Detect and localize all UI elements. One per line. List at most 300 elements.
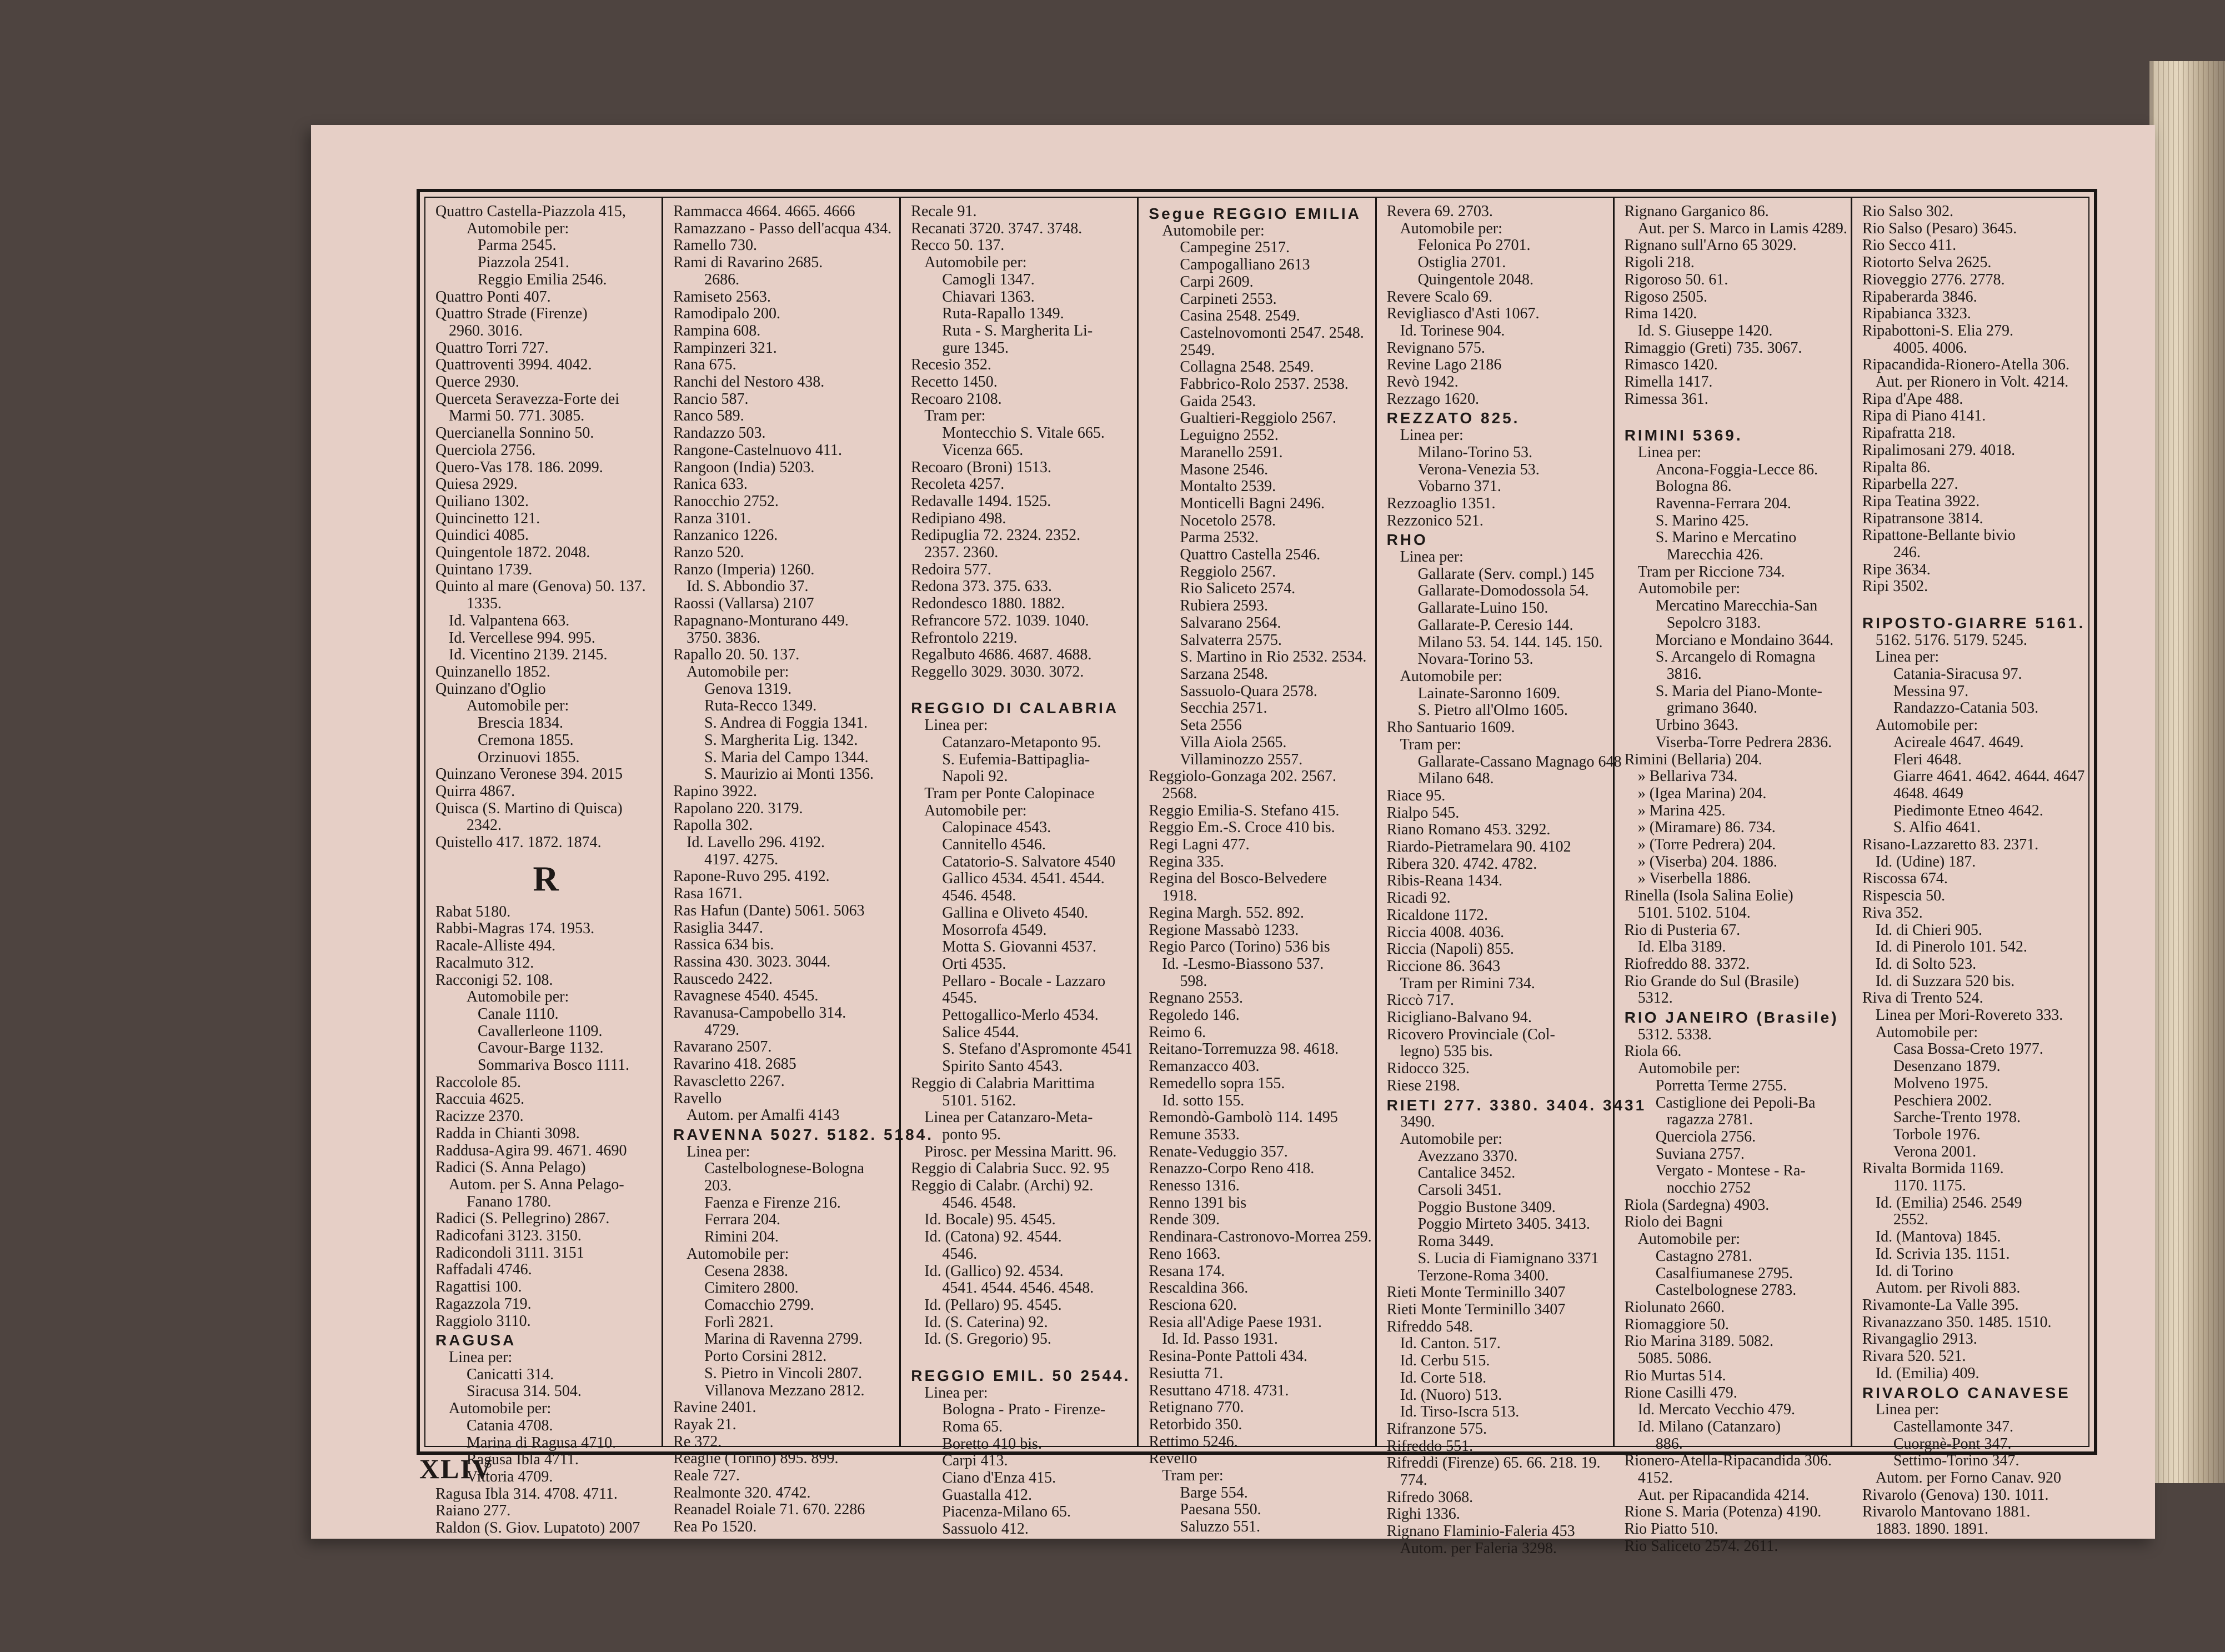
index-entry: Regina 335.	[1149, 853, 1224, 870]
index-entry: » (Torre Pedrera) 204.	[1637, 836, 1776, 854]
index-entry	[911, 1348, 1131, 1365]
index-entry: Gallarate (Serv. compl.) 145	[1417, 565, 1595, 583]
index-entry: Reimo 6.	[1149, 1023, 1206, 1041]
index-entry: S. Marino 425.	[1655, 512, 1749, 529]
index-entry: Rea Po 1520.	[673, 1518, 757, 1536]
index-entry: Comacchio 2799.	[704, 1296, 814, 1314]
index-entry: Rami di Ravarino 2685.	[673, 254, 823, 272]
index-entry: Id. Corte 518.	[1400, 1369, 1487, 1386]
index-entry: Ragusa Ibla 4711.	[467, 1451, 579, 1469]
index-entry: Catanzaro-Metaponto 95.	[942, 733, 1101, 751]
index-entry: Montecchio S. Vitale 665.	[942, 424, 1105, 442]
index-entry: Carpineti 2553.	[1180, 290, 1277, 308]
index-column-6	[1615, 198, 1852, 1555]
index-entry: Reggiolo 2567.	[1180, 563, 1276, 580]
index-entry: Ridocco 325.	[1386, 1060, 1470, 1078]
index-entry: Quistello 417. 1872. 1874.	[435, 834, 602, 852]
index-entry: Riolo dei Bagni	[1624, 1213, 1723, 1231]
index-entry: Redipiano 498.	[911, 509, 1006, 527]
index-entry: Catania-Siracusa 97.	[1893, 665, 2022, 683]
index-entry: Chiavari 1363.	[942, 288, 1035, 306]
index-entry: 2686.	[704, 271, 740, 288]
index-entry: Rammacca 4664. 4665. 4666	[673, 203, 855, 220]
index-entry: Ramello 730.	[673, 237, 758, 254]
index-entry: Redona 373. 375. 633.	[911, 578, 1052, 595]
index-entry: Automobile per:	[1875, 717, 1978, 734]
index-entry: 5085. 5086.	[1637, 1350, 1712, 1368]
index-entry: Rettimo 5246.	[1149, 1433, 1238, 1450]
index-entry: Salvarano 2564.	[1180, 614, 1281, 632]
index-entry: 2568.	[1162, 784, 1197, 802]
index-entry: Riva di Trento 524.	[1862, 989, 1983, 1007]
index-entry: Settimo-Torino 347.	[1893, 1452, 2019, 1470]
index-entry: Querciola 2756.	[1655, 1128, 1756, 1145]
index-entry: Seta 2556	[1180, 717, 1242, 734]
index-entry: 4648. 4649	[1893, 784, 1963, 802]
index-entry: 598.	[1180, 972, 1207, 990]
index-entry: Calopinace 4543.	[942, 819, 1051, 837]
index-entry: Automobile per:	[1637, 1230, 1740, 1248]
index-entry: Regina del Bosco-Belvedere	[1149, 870, 1327, 888]
index-entry: Rende 309.	[1149, 1211, 1220, 1229]
index-entry: Quisca (S. Martino di Quisca)	[435, 799, 623, 817]
index-entry: Cantalice 3452.	[1417, 1164, 1516, 1182]
index-entry: Rionero-Atella-Ripacandida 306.	[1624, 1452, 1832, 1470]
index-entry: Ranza 3101.	[673, 509, 751, 527]
index-entry: Rayak 21.	[673, 1415, 736, 1433]
index-entry: Renesso 1316.	[1149, 1177, 1240, 1195]
index-entry: Campogalliano 2613	[1180, 256, 1310, 274]
index-column-3	[901, 198, 1139, 1538]
index-entry: Reitano-Torremuzza 98. 4618.	[1149, 1040, 1339, 1058]
index-entry: Redavalle 1494. 1525.	[911, 492, 1051, 510]
index-entry: 774.	[1400, 1471, 1427, 1489]
index-entry: Redondesco 1880. 1882.	[911, 595, 1065, 613]
index-entry: Ripacandida-Rionero-Atella 306.	[1862, 356, 2070, 374]
index-entry: Id. di Chieri 905.	[1875, 921, 1982, 939]
index-entry: Id. Cerbu 515.	[1400, 1352, 1490, 1370]
index-entry: Remune 3533.	[1149, 1125, 1240, 1143]
index-entry: Rieti Monte Terminillo 3407	[1386, 1301, 1566, 1318]
index-entry: Rivamonte-La Valle 395.	[1862, 1296, 2019, 1314]
index-entry: Rivalta Bormida 1169.	[1862, 1160, 2004, 1178]
index-entry: Quiliano 1302.	[435, 492, 529, 510]
index-entry: Quingentole 2048.	[1417, 271, 1534, 288]
index-entry: Rione Casilli 479.	[1624, 1384, 1737, 1401]
section-heading: RHO	[1386, 531, 1428, 549]
index-entry: Ranco 589.	[673, 407, 744, 425]
index-entry: 5312.	[1637, 989, 1673, 1007]
index-entry: Urbino 3643.	[1655, 717, 1739, 734]
index-entry: Terzone-Roma 3400.	[1417, 1266, 1549, 1284]
index-entry: Rio Grande do Sul (Brasile)	[1624, 972, 1799, 990]
index-entry: Mosorrofa 4549.	[942, 921, 1047, 939]
index-entry: Linea per:	[1875, 648, 1940, 666]
index-entry: Aut. per Rionero in Volt. 4214.	[1875, 373, 2069, 391]
index-entry: Recoaro 2108.	[911, 390, 1002, 408]
index-entry: 3816.	[1666, 665, 1702, 683]
index-entry: Rimini (Bellaria) 204.	[1624, 750, 1762, 768]
index-entry: Recco 50. 137.	[911, 237, 1005, 254]
index-entry: Resana 174.	[1149, 1262, 1225, 1280]
index-entry: Collagna 2548. 2549.	[1180, 358, 1314, 376]
index-entry: Id. Torinese 904.	[1400, 322, 1505, 339]
index-entry: Siracusa 314. 504.	[467, 1383, 582, 1400]
index-entry: Quindici 4085.	[435, 527, 529, 544]
index-entry: Quingentole 1872. 2048.	[435, 544, 590, 562]
index-entry: Id. Milano (Catanzaro)	[1637, 1418, 1781, 1435]
section-heading: RAGUSA	[435, 1331, 517, 1349]
index-entry: ponto 95.	[942, 1125, 1001, 1143]
index-entry: » Viserbella 1886.	[1637, 870, 1751, 888]
index-entry: Marmi 50. 771. 3085.	[449, 407, 585, 425]
index-entry: Rio Murtas 514.	[1624, 1366, 1726, 1384]
index-entry: S. Andrea di Foggia 1341.	[704, 714, 868, 732]
index-entry: Automobile per:	[467, 697, 569, 715]
index-entry: Quattro Strade (Firenze)	[435, 305, 588, 323]
index-entry: Ranchi del Nestoro 438.	[673, 373, 825, 391]
index-entry: Rignano Flaminio-Faleria 453	[1386, 1523, 1575, 1540]
index-entry: Vittoria 4709.	[467, 1468, 553, 1485]
index-entry: S. Arcangelo di Romagna	[1655, 648, 1816, 666]
index-entry: Reggio di Calabria Succ. 92. 95	[911, 1160, 1110, 1178]
index-entry: Rioveggio 2776. 2778.	[1862, 271, 2005, 288]
index-entry: 2960. 3016.	[449, 322, 523, 339]
index-entry: Marecchia 426.	[1666, 546, 1763, 564]
index-entry: Fleri 4648.	[1893, 750, 1962, 768]
index-entry: Id. Scrivia 135. 1151.	[1875, 1245, 2010, 1263]
index-entry: 246.	[1893, 544, 1921, 562]
index-entry: Id. S. Abbondio 37.	[686, 578, 809, 595]
index-entry: Gallico 4534. 4541. 4544.	[942, 870, 1105, 888]
index-entry: Milano 53. 54. 144. 145. 150.	[1417, 633, 1603, 651]
index-entry: Monticelli Bagni 2496.	[1180, 494, 1325, 512]
index-entry: Acireale 4647. 4649.	[1893, 733, 2024, 751]
index-entry: Radicofani 3123. 3150.	[435, 1227, 582, 1245]
index-entry: S. Pietro in Vincoli 2807.	[704, 1364, 863, 1382]
index-entry: 4005. 4006.	[1893, 339, 1967, 357]
index-entry: Riace 95.	[1386, 787, 1446, 804]
index-entry: Id. Valpantena 663.	[449, 612, 570, 629]
index-entry: Ciano d'Enza 415.	[942, 1469, 1056, 1487]
index-entry: Ranzanico 1226.	[673, 527, 778, 544]
index-entry: Sassuolo 412.	[942, 1520, 1029, 1538]
index-entry: Id. (Pellaro) 95. 4545.	[924, 1296, 1062, 1314]
index-entry: Automobile per:	[467, 219, 569, 237]
index-entry: Avezzano 3370.	[1417, 1147, 1518, 1165]
index-entry: 203.	[704, 1177, 732, 1195]
index-entry: Masone 2546.	[1180, 460, 1269, 478]
index-entry: Riolunato 2660.	[1624, 1299, 1725, 1316]
index-entry: Carpi 2609.	[1180, 273, 1254, 291]
index-entry: Querciola 2756.	[435, 441, 536, 459]
index-entry: Ravello	[673, 1089, 722, 1107]
index-entry: Rubiera 2593.	[1180, 597, 1269, 615]
index-entry: Id. Elba 3189.	[1637, 938, 1726, 956]
index-entry: S. Margherita Lig. 1342.	[704, 731, 858, 749]
index-entry	[1862, 595, 2083, 613]
index-entry: Linea per:	[924, 1384, 988, 1401]
index-entry: Gaida 2543.	[1180, 392, 1256, 410]
index-entry: Resia all'Adige Paese 1931.	[1149, 1313, 1322, 1331]
index-entry: Villa Aiola 2565.	[1180, 733, 1287, 751]
index-entry: Recoaro (Broni) 1513.	[911, 458, 1051, 476]
section-heading: RIPOSTO-GIARRE 5161.	[1862, 614, 2086, 632]
section-heading: RIMINI 5369.	[1624, 427, 1743, 444]
index-entry: Rivara 520. 521.	[1862, 1348, 1966, 1365]
index-entry: Automobile per:	[449, 1400, 552, 1418]
index-entry: Raffadali 4746.	[435, 1261, 532, 1279]
index-entry: Rialpo 545.	[1386, 804, 1460, 822]
index-entry: Radicondoli 3111. 3151	[435, 1244, 584, 1261]
index-entry: Cavour-Barge 1132.	[478, 1039, 604, 1057]
index-entry: Id. (Emilia) 409.	[1875, 1364, 1980, 1382]
index-entry: Sommariva Bosco 1111.	[478, 1057, 629, 1074]
index-entry: legno) 535 bis.	[1400, 1043, 1493, 1060]
index-entry: Riola 66.	[1624, 1043, 1682, 1060]
index-entry: Vobarno 371.	[1417, 478, 1501, 495]
index-entry: Aut. per S. Marco in Lamis 4289.	[1637, 219, 1847, 237]
index-entry: Salvaterra 2575.	[1180, 631, 1282, 649]
index-entry: Rima 1420.	[1624, 305, 1697, 323]
index-entry: Rifreddo 548.	[1386, 1318, 1474, 1335]
index-entry: Riccia (Napoli) 855.	[1386, 940, 1514, 958]
index-entry: Cavallerleone 1109.	[478, 1022, 603, 1040]
index-entry: Revignano 575.	[1386, 339, 1485, 357]
index-entry: Linea per Mori-Rovereto 333.	[1875, 1007, 2063, 1024]
index-entry: Cannitello 4546.	[942, 836, 1046, 854]
index-entry: Linea per:	[1400, 548, 1464, 566]
index-entry: Ragusa Ibla 314. 4708. 4711.	[435, 1485, 618, 1503]
index-entry: Cesena 2838.	[704, 1262, 788, 1280]
index-entry: Reggello 3029. 3030. 3072.	[911, 663, 1084, 680]
index-entry: Peschiera 2002.	[1893, 1092, 1992, 1109]
index-entry: Id. di Pinerolo 101. 542.	[1875, 938, 2027, 956]
index-entry: Rapone-Ruvo 295. 4192.	[673, 868, 830, 885]
index-entry: Remondò-Gambolò 114. 1495	[1149, 1109, 1338, 1127]
index-entry: Revere Scalo 69.	[1386, 288, 1493, 306]
index-entry: Ravascletto 2267.	[673, 1072, 785, 1090]
index-entry: Cimitero 2800.	[704, 1279, 799, 1297]
index-entry: 1918.	[1162, 887, 1197, 905]
index-entry: Fabbrico-Rolo 2537. 2538.	[1180, 376, 1349, 393]
index-entry: Ripabianca 3323.	[1862, 305, 1971, 323]
index-entry: 4152.	[1637, 1469, 1673, 1487]
index-entry: Gallarate-Domodossola 54.	[1417, 582, 1589, 600]
index-entry: Marina di Ravenna 2799.	[704, 1330, 863, 1348]
index-entry: Raossi (Vallarsa) 2107	[673, 595, 814, 613]
index-entry: Canicatti 314.	[467, 1365, 554, 1383]
index-entry: Ramiseto 2563.	[673, 288, 771, 306]
index-entry: Raiano 277.	[435, 1502, 511, 1520]
index-entry: Marina di Ragusa 4710.	[467, 1434, 617, 1451]
index-entry: Renazzo-Corpo Reno 418.	[1149, 1160, 1315, 1178]
index-entry: Ripalta 86.	[1862, 458, 1931, 476]
index-entry: Randazzo 503.	[673, 424, 766, 442]
index-entry: 4541. 4544. 4546. 4548.	[942, 1279, 1094, 1297]
index-entry: Salice 4544.	[942, 1023, 1019, 1041]
index-entry: Roma 3449.	[1417, 1233, 1494, 1250]
index-entry: Recanati 3720. 3747. 3748.	[911, 219, 1083, 237]
index-entry: Rimella 1417.	[1624, 373, 1713, 391]
index-entry: Quinzanello 1852.	[435, 663, 550, 680]
index-entry: Id. (Nuoro) 513.	[1400, 1386, 1502, 1404]
index-entry: Canale 1110.	[478, 1005, 559, 1023]
section-heading: RIVAROLO CANAVESE	[1862, 1384, 2071, 1401]
index-entry: Rio Saliceto 2574.	[1180, 580, 1296, 598]
index-entry: Id. di Solto 523.	[1875, 955, 1977, 973]
index-entry: Querce 2930.	[435, 373, 519, 391]
index-column-4	[1139, 198, 1376, 1536]
index-entry: Ramazzano - Passo dell'acqua 434.	[673, 219, 892, 237]
index-entry: Rivanazzano 350. 1485. 1510.	[1862, 1313, 2052, 1331]
index-entry: Ramodipalo 200.	[673, 305, 781, 323]
index-entry: Risano-Lazzaretto 83. 2371.	[1862, 836, 2039, 854]
index-entry: Ras Hafun (Dante) 5061. 5063	[673, 902, 865, 919]
index-entry: Resina-Ponte Pattoli 434.	[1149, 1348, 1307, 1365]
index-entry: Giarre 4641. 4642. 4644. 4647	[1893, 768, 2085, 785]
index-entry: Sarzana 2548.	[1180, 665, 1269, 683]
index-entry: Villanova Mezzano 2812.	[704, 1381, 865, 1399]
index-entry: Quinto al mare (Genova) 50. 137.	[435, 578, 646, 595]
index-entry: Casa Bossa-Creto 1977.	[1893, 1040, 2043, 1058]
index-entry: Ruta-Rapallo 1349.	[942, 305, 1064, 323]
index-entry: Tram per:	[924, 407, 986, 425]
index-entry: Verona 2001.	[1893, 1143, 1977, 1160]
index-entry: Riano Romano 453. 3292.	[1386, 821, 1551, 839]
index-entry: Ricadi 92.	[1386, 889, 1451, 907]
index-entry: Rimini 204.	[704, 1228, 779, 1246]
index-entry: Automobile per:	[686, 663, 789, 680]
index-entry: Revera 69. 2703.	[1386, 203, 1493, 220]
index-entry: Genova 1319.	[704, 680, 792, 698]
index-entry: Quattro Ponti 407.	[435, 288, 551, 306]
index-entry: Rezzonico 521.	[1386, 512, 1484, 529]
index-entry: » (Igea Marina) 204.	[1637, 784, 1767, 802]
index-entry: » (Miramare) 86. 734.	[1637, 819, 1776, 837]
index-entry: Pellaro - Bocale - Lazzaro	[942, 972, 1106, 990]
index-entry: Id. (Catona) 92. 4544.	[924, 1228, 1062, 1246]
section-heading: Segue REGGIO EMILIA	[1149, 205, 1361, 222]
index-entry: Retignano 770.	[1149, 1399, 1244, 1416]
index-entry: Revine Lago 2186	[1386, 356, 1502, 374]
index-entry: Automobile per:	[1400, 219, 1502, 237]
index-entry: Regalbuto 4686. 4687. 4688.	[911, 646, 1092, 664]
index-entry: Sarche-Trento 1978.	[1893, 1109, 2021, 1127]
index-entry: Casalfiumanese 2795.	[1655, 1264, 1793, 1282]
index-entry: Ricigliano-Balvano 94.	[1386, 1009, 1532, 1027]
index-entry: Riccia 4008. 4036.	[1386, 923, 1505, 941]
index-entry: 2549.	[1180, 341, 1215, 359]
index-entry: Milano-Torino 53.	[1417, 443, 1533, 461]
index-entry: Catania 4708.	[467, 1416, 553, 1434]
index-entry: Remedello sopra 155.	[1149, 1074, 1285, 1092]
section-heading: REGGIO DI CALABRIA	[911, 699, 1119, 717]
index-entry: Riese 2198.	[1386, 1077, 1460, 1094]
index-entry: Ripaberarda 3846.	[1862, 288, 1977, 306]
index-entry: Rangone-Castelnuovo 411.	[673, 441, 842, 459]
index-entry: Quattroventi 3994. 4042.	[435, 356, 592, 374]
index-entry: Automobile per:	[1400, 667, 1502, 685]
index-entry: Id. (S. Gregorio) 95.	[924, 1330, 1051, 1348]
index-entry: Id. Vicentino 2139. 2145.	[449, 646, 608, 664]
index-entry: Id. Canton. 517.	[1400, 1335, 1501, 1353]
index-entry: Autom. per Faleria 3298.	[1400, 1539, 1557, 1557]
index-entry: Retorbido 350.	[1149, 1415, 1242, 1433]
index-entry: 2357. 2360.	[924, 544, 999, 562]
index-column-2	[663, 198, 934, 1536]
index-entry: » Bellariva 734.	[1637, 768, 1738, 785]
index-entry: Aut. per Ripacandida 4214.	[1637, 1486, 1810, 1504]
index-entry: Regione Massabò 1233.	[1149, 921, 1299, 939]
index-entry: Messina 97.	[1893, 682, 1969, 700]
index-entry: Fanano 1780.	[467, 1193, 552, 1210]
index-entry: Gallarate-Cassano Magnago 648	[1417, 753, 1622, 770]
index-entry: Rampinzeri 321.	[673, 339, 777, 357]
index-entry: 5101. 5102. 5104.	[1637, 904, 1751, 922]
index-entry: Renno 1391 bis	[1149, 1194, 1247, 1212]
index-entry: Automobile per:	[1400, 1130, 1502, 1148]
index-entry: Linea per:	[1400, 427, 1464, 444]
index-entry: Reggiolo-Gonzaga 202. 2567.	[1149, 768, 1336, 785]
index-page	[311, 125, 2155, 1557]
index-entry: Recesio 352.	[911, 356, 991, 374]
index-entry: Vergato - Montese - Ra-	[1655, 1162, 1806, 1180]
index-entry: Id. -Lesmo-Biassono 537.	[1162, 955, 1324, 973]
index-entry: Rifreddi (Firenze) 65. 66. 218. 19.	[1386, 1454, 1601, 1472]
index-entry: Linea per:	[1875, 1401, 1940, 1419]
index-entry: Rio di Pusteria 67.	[1624, 921, 1741, 939]
index-entry: Sassuolo-Quara 2578.	[1180, 682, 1317, 700]
index-entry: Riola (Sardegna) 4903.	[1624, 1196, 1770, 1214]
index-entry: Lainate-Saronno 1609.	[1417, 684, 1561, 702]
index-entry: Vicenza 665.	[942, 441, 1024, 459]
index-entry: Ranzo 520.	[673, 544, 744, 562]
index-entry: Ranzo (Imperia) 1260.	[673, 560, 815, 578]
index-entry: Riccione 86. 3643	[1386, 957, 1501, 975]
index-entry: Quero-Vas 178. 186. 2099.	[435, 458, 603, 476]
index-entry: Automobile per:	[1875, 1023, 1978, 1041]
index-entry: Quattro Torri 727.	[435, 339, 549, 357]
index-entry: Rione S. Maria (Potenza) 4190.	[1624, 1503, 1822, 1521]
index-entry: Ripa di Piano 4141.	[1862, 407, 1986, 425]
index-entry: Automobile per:	[686, 1245, 789, 1263]
index-entry: Mercatino Marecchia-San	[1655, 597, 1818, 615]
index-entry: Rana 675.	[673, 356, 736, 374]
index-entry: Rignano sull'Arno 65 3029.	[1624, 237, 1797, 254]
index-entry: Castelbolognese 2783.	[1655, 1281, 1797, 1299]
index-entry: Cuorgnè-Pont 347.	[1893, 1435, 2012, 1453]
index-entry: Id. Mercato Vecchio 479.	[1637, 1401, 1795, 1419]
index-entry: Id. di Torino	[1875, 1262, 1953, 1280]
index-entry: Tram per Ponte Calopinace	[924, 784, 1095, 802]
index-entry: Id. (S. Caterina) 92.	[924, 1313, 1048, 1331]
index-entry: Autom. per Rivoli 883.	[1875, 1279, 2021, 1297]
index-entry: Rassina 430. 3023. 3044.	[673, 953, 831, 970]
index-entry: Riardo-Pietramelara 90. 4102	[1386, 838, 1571, 856]
index-entry: Ripatransone 3814.	[1862, 509, 1983, 527]
index-entry: 4545.	[942, 989, 978, 1007]
index-entry: Querceta Seravezza-Forte dei	[435, 390, 620, 408]
index-entry: S. Eufemia-Battipaglia-	[942, 750, 1090, 768]
index-entry: Piedimonte Etneo 4642.	[1893, 802, 2043, 819]
index-entry: Redipuglia 72. 2324. 2352.	[911, 527, 1081, 544]
index-entry: Casina 2548. 2549.	[1180, 307, 1300, 325]
index-entry: 4729.	[704, 1021, 740, 1039]
index-entry: Quattro Castella 2546.	[1180, 546, 1321, 564]
index-entry: Rescaldina 366.	[1149, 1279, 1249, 1297]
index-entry: Ripabottoni-S. Elia 279.	[1862, 322, 2014, 339]
